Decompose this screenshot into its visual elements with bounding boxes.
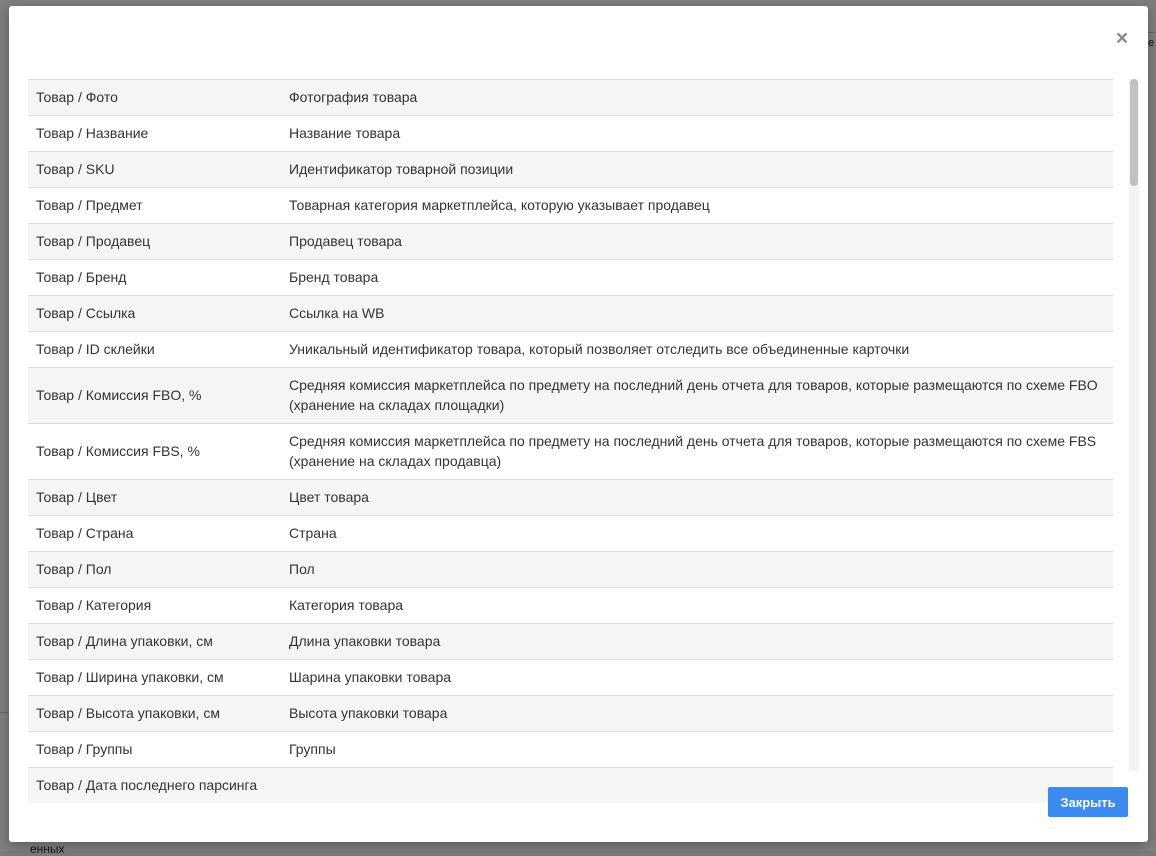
field-name-cell: Товар / Группы [28,732,281,768]
field-name-cell: Товар / Пол [28,552,281,588]
field-name-cell: Товар / Бренд [28,260,281,296]
field-name-cell: Товар / SKU [28,152,281,188]
field-name-cell: Товар / Ширина упаковки, см [28,660,281,696]
table-row [28,424,1113,480]
field-name-cell: Товар / Цвет [28,480,281,516]
field-name-cell: Товар / Длина упаковки, см [28,624,281,660]
field-description-cell: Категория товара [281,588,1113,624]
field-name-cell: Товар / Ссылка [28,296,281,332]
table-row [28,332,1113,368]
field-description-cell: Средняя комиссия маркетплейса по предмету на последний день отчета для товаров, которые размещаются по схеме FBS (хранение на складах продавца) [281,424,1113,480]
modal-body [28,79,1139,793]
close-icon[interactable]: × [1115,27,1129,50]
table-row [28,624,1113,660]
table-row [28,152,1113,188]
close-button[interactable]: Закрыть [1048,787,1128,817]
field-descriptions-modal [9,6,1148,842]
field-name-cell: Товар / ID склейки [28,332,281,368]
field-name-cell: Товар / Фото [28,80,281,116]
table-row [28,80,1113,116]
field-description-cell: Бренд товара [281,260,1113,296]
field-name-cell: Товар / Высота упаковки, см [28,696,281,732]
field-name-cell: Товар / Категория [28,588,281,624]
table-row [28,660,1113,696]
field-description-cell: Фотография товара [281,80,1113,116]
table-row [28,188,1113,224]
field-description-cell: Уникальный идентификатор товара, который позволяет отследить все объединенные карточки [281,332,1113,368]
field-name-cell: Товар / Страна [28,516,281,552]
vertical-scrollbar[interactable] [1129,79,1139,771]
table-row [28,516,1113,552]
table-row [28,552,1113,588]
field-description-cell: Группы [281,732,1113,768]
field-description-cell: Пол [281,552,1113,588]
field-description-cell: Страна [281,516,1113,552]
field-description-cell: Продавец товара [281,224,1113,260]
field-description-cell: Ссылка на WB [281,296,1113,332]
table-row [28,260,1113,296]
field-name-cell: Товар / Дата последнего парсинга [28,768,281,804]
field-description-cell: Идентификатор товарной позиции [281,152,1113,188]
field-name-cell: Товар / Комиссия FBS, % [28,424,281,480]
table-row [28,480,1113,516]
field-description-cell: Длина упаковки товара [281,624,1113,660]
field-descriptions-table [28,79,1113,803]
field-description-cell: Высота упаковки товара [281,696,1113,732]
table-row [28,116,1113,152]
table-row [28,732,1113,768]
field-name-cell: Товар / Предмет [28,188,281,224]
table-row [28,696,1113,732]
field-description-cell: Товарная категория маркетплейса, которую указывает продавец [281,188,1113,224]
field-name-cell: Товар / Продавец [28,224,281,260]
field-description-cell: Шарина упаковки товара [281,660,1113,696]
field-name-cell: Товар / Комиссия FBO, % [28,368,281,424]
scrollbar-thumb[interactable] [1130,79,1138,186]
table-row [28,368,1113,424]
table-row [28,224,1113,260]
table-row [28,588,1113,624]
field-description-cell: Цвет товара [281,480,1113,516]
modal-footer [9,772,1148,842]
table-container [28,79,1114,793]
table-row [28,296,1113,332]
field-description-cell: Название товара [281,116,1113,152]
field-description-cell: Средняя комиссия маркетплейса по предмету на последний день отчета для товаров, которые размещаются по схеме FBO (хранение на складах площадки) [281,368,1113,424]
field-name-cell: Товар / Название [28,116,281,152]
